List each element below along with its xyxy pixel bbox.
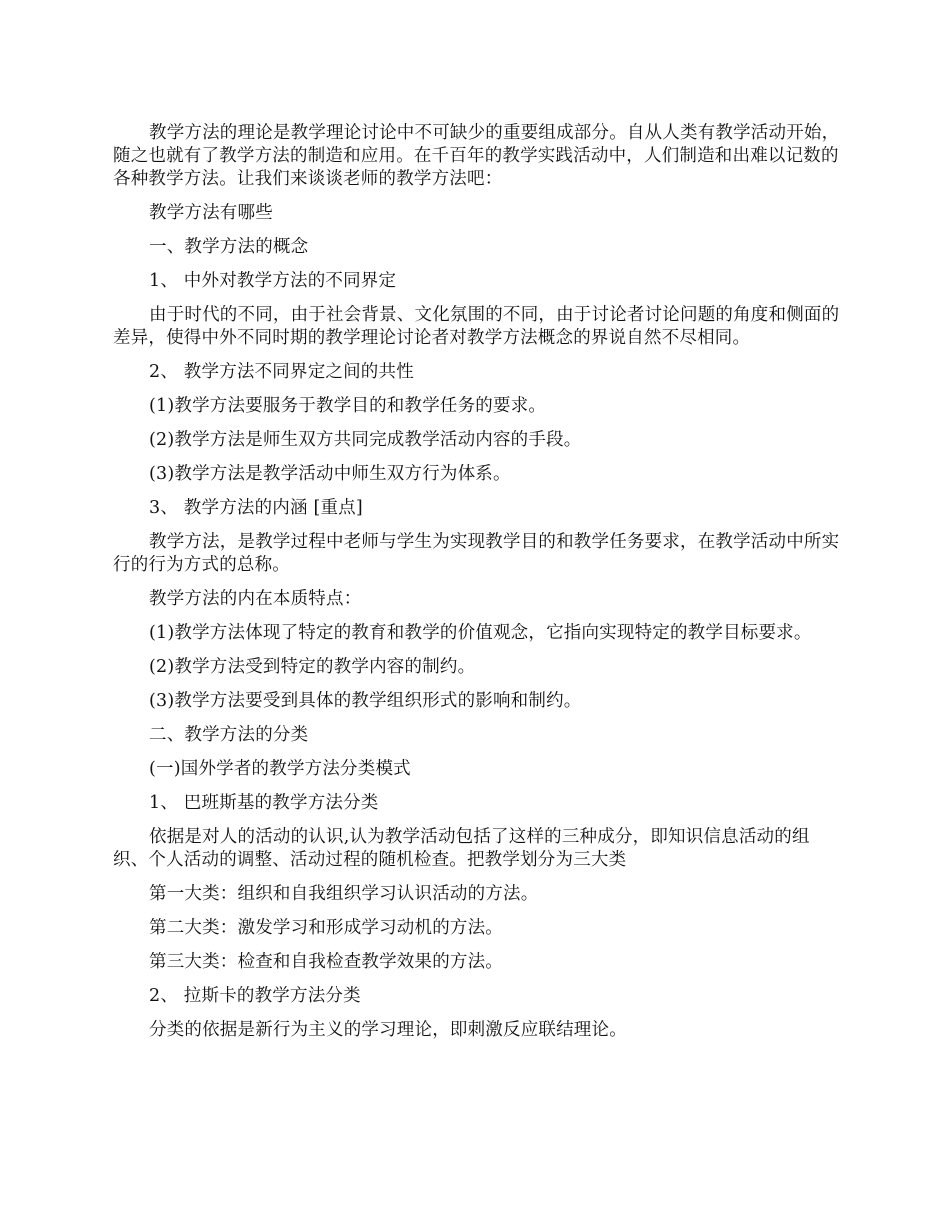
body-paragraph: 分类的依据是新行为主义的学习理论，即刺激反应联结理论。	[149, 1020, 627, 1040]
list-item: 第二大类：激发学习和形成学习动机的方法。	[149, 918, 503, 938]
chapter-heading: 一、教学方法的概念	[149, 237, 309, 257]
list-item: (1)教学方法要服务于教学目的和教学任务的要求。	[149, 396, 547, 416]
chapter-heading: 二、教学方法的分类	[149, 725, 309, 745]
list-item: 第一大类：组织和自我组织学习认识活动的方法。	[149, 884, 539, 904]
document-body	[113, 122, 840, 1053]
list-item: 第三大类：检查和自我检查教学效果的方法。	[149, 952, 503, 972]
body-paragraph: 由于时代的不同，由于社会背景、文化氛围的不同，由于讨论者讨论问题的角度和侧面的差异，使得中外不同时期的教学理论讨论者对教学方法概念的界说自然不尽相同。	[113, 305, 840, 348]
body-paragraph: 依据是对人的活动的认识,认为教学活动包括了这样的三种成分，即知识信息活动的组织、个人活动的调整、活动过程的随机检查。把教学划分为三大类	[113, 827, 810, 870]
subsection-heading: 2、 拉斯卡的教学方法分类	[149, 986, 361, 1006]
section-heading: 教学方法有哪些	[149, 203, 273, 223]
subsection-heading: 3、 教学方法的内涵 [重点]	[149, 498, 363, 518]
body-paragraph: 教学方法的内在本质特点：	[149, 589, 362, 609]
list-item: (3)教学方法要受到具体的教学组织形式的影响和制约。	[149, 691, 582, 711]
subsection-heading: 1、 巴班斯基的教学方法分类	[149, 793, 379, 813]
list-item: (3)教学方法是教学活动中师生双方行为体系。	[149, 464, 511, 484]
subsection-heading: (一)国外学者的教学方法分类模式	[149, 759, 411, 779]
intro-paragraph: 教学方法的理论是教学理论讨论中不可缺少的重要组成部分。自从人类有教学活动开始，随之也就有了教学方法的制造和应用。在千百年的教学实践活动中，人们制造和出难以记数的各种教学方法。让我们来谈谈老师的教学方法吧：	[113, 123, 840, 189]
subsection-heading: 1、 中外对教学方法的不同界定	[149, 271, 397, 291]
list-item: (1)教学方法体现了特定的教育和教学的价值观念，它指向实现特定的教学目标要求。	[149, 623, 812, 643]
body-paragraph: 教学方法，是教学过程中老师与学生为实现教学目的和教学任务要求，在教学活动中所实行的行为方式的总称。	[113, 532, 840, 575]
list-item: (2)教学方法受到特定的教学内容的制约。	[149, 657, 476, 677]
list-item: (2)教学方法是师生双方共同完成教学活动内容的手段。	[149, 430, 582, 450]
subsection-heading: 2、 教学方法不同界定之间的共性	[149, 362, 414, 382]
